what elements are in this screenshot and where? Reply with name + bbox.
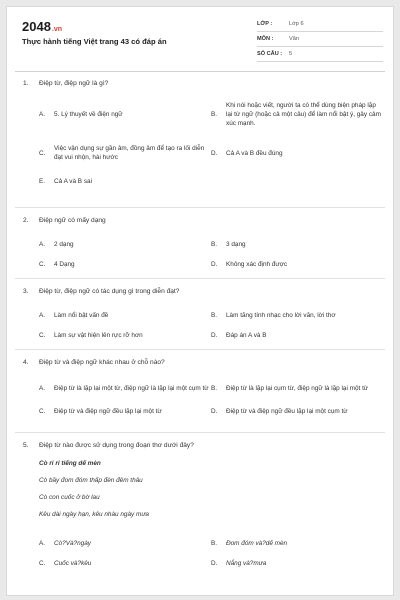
option-text: Điệp từ là lặp lại một từ, điệp ngữ là lặp lại một cụm từ <box>54 384 209 392</box>
option-text: Việc vận dụng sự gần âm, đồng âm để tạo ra lối diễn đạt vui nhộn, hài hước <box>54 145 205 161</box>
option-text: Làm sự vật hiện lên rực rỡ hơn <box>54 331 143 339</box>
option-c[interactable] <box>39 407 211 416</box>
option-letter: D. <box>211 260 218 268</box>
option-letter: A. <box>39 539 46 547</box>
meta-row-count <box>257 47 383 62</box>
meta-label: LỚP : <box>257 21 273 27</box>
option-text: Không xác định được <box>226 260 288 268</box>
option-b[interactable] <box>211 311 381 320</box>
option-letter: D. <box>211 331 218 339</box>
option-d[interactable] <box>211 559 381 568</box>
option-letter: C. <box>39 260 46 268</box>
option-text: Cuốc và?kêu <box>54 559 92 567</box>
option-text: Cả A và B sai <box>54 177 93 185</box>
poem-passage <box>39 459 383 527</box>
question-1 <box>7 79 393 207</box>
option-e[interactable] <box>39 177 211 186</box>
option-text: 4 Dạng <box>54 260 75 268</box>
question-text: Điệp từ, điệp ngữ là gì? <box>39 80 109 87</box>
option-letter: B. <box>211 384 218 392</box>
option-letter: D. <box>211 149 218 157</box>
option-text: Đáp án A và B <box>226 331 267 339</box>
option-text: Nắng và?mưa <box>226 559 267 567</box>
option-b[interactable] <box>211 101 381 128</box>
option-c[interactable] <box>39 144 211 162</box>
option-a[interactable] <box>39 384 211 393</box>
option-a[interactable] <box>39 110 211 119</box>
option-text: Làm tăng tính nhạc cho lời văn, lời thơ <box>226 311 336 319</box>
option-c[interactable] <box>39 331 211 340</box>
site-logo[interactable] <box>22 19 62 34</box>
meta-label: SỐ CÂU : <box>257 51 283 57</box>
option-text: Khi nói hoặc viết, người ta có thể dùng biện pháp lặp lại từ ngữ (hoặc cả một câu) để làm nổi bật ý, gây cảm xúc mạnh. <box>226 101 381 127</box>
option-text: Cò?Và?ngày <box>54 539 91 547</box>
option-text: Cả A và B đều đúng <box>226 149 283 157</box>
option-b[interactable] <box>211 539 381 548</box>
poem-line: Cò bầy đom đóm thấp đèn đêm thâu <box>39 477 143 484</box>
option-d[interactable] <box>211 149 381 158</box>
option-letter: D. <box>211 407 218 415</box>
option-text: Làm nổi bật vấn đề <box>54 311 109 319</box>
question-3 <box>7 279 393 349</box>
option-b[interactable] <box>211 240 381 249</box>
question-text: Điệp từ nào được sử dụng trong đoạn thơ dưới đây? <box>39 442 194 449</box>
question-number: 4. <box>23 359 29 366</box>
meta-label: MÔN : <box>257 36 274 42</box>
option-letter: B. <box>211 240 218 248</box>
option-a[interactable] <box>39 311 211 320</box>
option-letter: B. <box>211 110 218 118</box>
option-a[interactable] <box>39 240 211 249</box>
option-d[interactable] <box>211 331 381 340</box>
meta-table <box>257 17 383 62</box>
option-d[interactable] <box>211 260 381 269</box>
option-letter: E. <box>39 177 46 185</box>
option-text: Điệp từ là lặp lại cụm từ, điệp ngữ là lặp lại một từ <box>226 384 369 392</box>
option-c[interactable] <box>39 260 211 269</box>
option-letter: C. <box>39 407 46 415</box>
meta-value: 5 <box>289 51 293 57</box>
option-letter: C. <box>39 331 46 339</box>
option-d[interactable] <box>211 407 381 416</box>
option-a[interactable] <box>39 539 211 548</box>
option-letter: B. <box>211 311 218 319</box>
option-letter: A. <box>39 311 46 319</box>
option-letter: B. <box>211 539 218 547</box>
header <box>7 7 393 71</box>
option-letter: A. <box>39 110 46 118</box>
poem-line: Cò con cuốc ở bờ lau <box>39 494 100 501</box>
logo-suffix: .vn <box>51 26 63 33</box>
question-4 <box>7 350 393 432</box>
logo-main: 2048 <box>22 19 51 34</box>
question-number: 1. <box>23 80 29 87</box>
option-text: Điệp từ và điệp ngữ đều lặp lại một từ <box>54 407 162 415</box>
worksheet <box>6 6 394 596</box>
option-text: 5. Lý thuyết về điện ngữ <box>54 110 123 118</box>
meta-row-subject <box>257 32 383 47</box>
divider <box>15 71 385 72</box>
option-letter: C. <box>39 149 46 157</box>
questions <box>7 79 393 573</box>
page-title: Thực hành tiếng Việt trang 43 có đáp án <box>22 37 167 46</box>
question-text: Điệp từ và điệp ngữ khác nhau ở chỗ nào? <box>39 359 165 366</box>
question-number: 5. <box>23 442 29 449</box>
option-b[interactable] <box>211 384 381 393</box>
question-number: 2. <box>23 217 29 224</box>
option-letter: C. <box>39 559 46 567</box>
poem-line: Cò ri ri tiếng dế mèn <box>39 460 101 467</box>
meta-row-class <box>257 17 383 32</box>
option-text: 2 dạng <box>54 240 74 248</box>
meta-value: Văn <box>289 36 299 42</box>
option-text: Đom đóm và?dế mèn <box>226 539 288 547</box>
option-text: Điệp từ và điệp ngữ đều lặp lại một cụm từ <box>226 407 348 415</box>
option-letter: A. <box>39 384 46 392</box>
option-letter: A. <box>39 240 46 248</box>
question-text: Điệp ngữ có mấy dạng <box>39 217 106 224</box>
question-5 <box>7 433 393 573</box>
question-2 <box>7 208 393 278</box>
meta-value: Lớp 6 <box>289 21 304 27</box>
option-letter: D. <box>211 559 218 567</box>
question-text: Điệp từ, điệp ngữ có tác dụng gì trong diễn đạt? <box>39 288 180 295</box>
option-c[interactable] <box>39 559 211 568</box>
question-number: 3. <box>23 288 29 295</box>
option-text: 3 dạng <box>226 240 246 248</box>
poem-line: Kêu dài ngày hạn, kêu nhàu ngày mưa <box>39 511 149 518</box>
